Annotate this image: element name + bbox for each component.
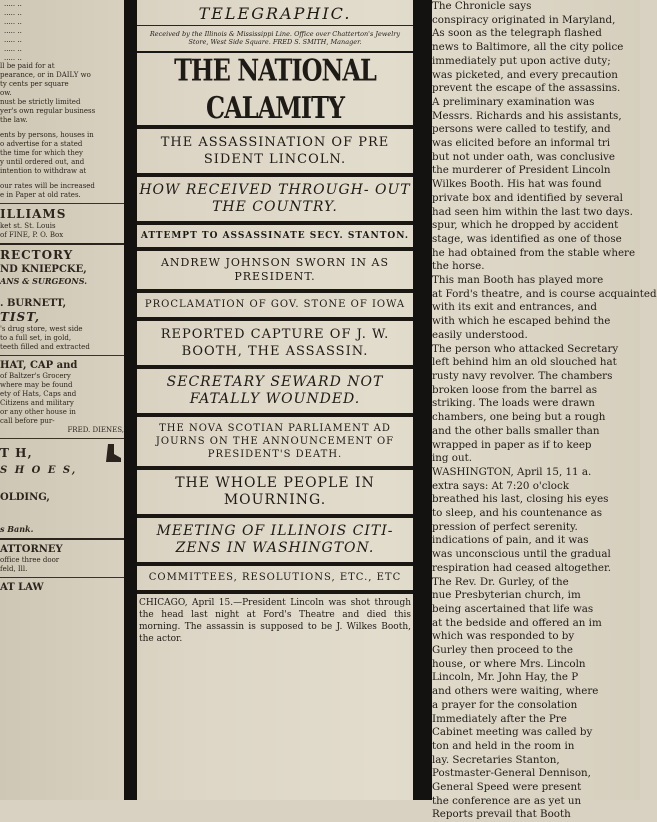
text-line: teeth filled and extracted: [0, 343, 90, 351]
article-line: private box and identified by several: [432, 191, 623, 204]
article-line: indications of pain, and it was: [432, 534, 589, 547]
headline-deck-2: HOW RECEIVED THROUGH- OUT THE COUNTRY.: [139, 182, 411, 215]
headline-deck-10: MEETING OF ILLINOIS CITI- ZENS IN WASHINGTON.: [156, 523, 394, 556]
text-line: ety of Hats, Caps and: [0, 390, 77, 398]
article-line: house, or where Mrs. Lincoln: [432, 657, 586, 670]
headline-deck-4: ANDREW JOHNSON SWORN IN AS PRESIDENT.: [160, 256, 390, 283]
article-line: Wilkes Booth. His hat was found: [432, 178, 602, 191]
text-line: to a full set, in gold,: [0, 334, 72, 342]
directory-heading: RECTORY: [0, 248, 74, 262]
article-line: breathed his last, closing his eyes: [432, 493, 609, 506]
text-line: ow.: [0, 89, 12, 97]
article-line: Reports prevail that Booth: [432, 808, 571, 821]
law-heading: AT LAW: [0, 582, 44, 593]
article-line: persons were called to testify, and: [432, 123, 611, 136]
telegraphic-heading: TELEGRAPHIC.: [198, 4, 352, 23]
text-line: nust be strictly limited: [0, 98, 81, 106]
article-line: had seen him within the last two days.: [432, 205, 633, 218]
article-line: ing out.: [432, 452, 473, 465]
article-line: with which he escaped behind the: [432, 315, 611, 328]
article-line: lay. Secretaries Stanton,: [432, 753, 560, 766]
article-line: he had obtained from the stable where: [432, 246, 636, 259]
text-line: FRED. DIENES,: [67, 426, 124, 434]
burnett-heading: . BURNETT,: [0, 298, 67, 309]
article-line: General Speed were present: [432, 781, 582, 794]
text-line: where may be found: [0, 381, 73, 389]
article-line: prevent the escape of the assassins.: [432, 82, 621, 95]
attorney-heading: ATTORNEY: [0, 544, 63, 555]
headline-deck-6: REPORTED CAPTURE OF J. W. BOOTH, THE ASSASSIN.: [160, 327, 390, 359]
article-line: to sleep, and his countenance as: [432, 507, 603, 520]
article-line: As soon as the telegraph flashed: [432, 27, 602, 40]
table-row: ..... ..: [4, 0, 22, 8]
text-line: o advertise for a stated: [0, 140, 83, 148]
price-table: [0, 0, 124, 62]
article-line: easily understood.: [432, 328, 528, 341]
article-line: at Ford's theatre, and is course acquainted: [432, 287, 657, 300]
text-line: the law.: [0, 116, 28, 124]
article-line: spur, which he dropped by accident: [432, 219, 619, 232]
headline-deck-7: SECRETARY SEWARD NOT FATALLY WOUNDED.: [166, 374, 384, 407]
williams-heading: ILLIAMS: [0, 207, 67, 221]
text-line: of Baltzer's Grocery: [0, 372, 71, 380]
article-line: wrapped in paper as if to keep: [432, 438, 592, 451]
text-line: ents by persons, houses in: [0, 131, 94, 139]
table-row: ..... ..: [4, 36, 22, 44]
column-rule-left: [124, 0, 137, 800]
kniepcke-heading: ND KNIEPCKE,: [0, 264, 87, 275]
article-line: pression of perfect serenity.: [432, 520, 578, 533]
article-line: The Rev. Dr. Gurley, of the: [432, 575, 569, 588]
article-line: Lincoln, Mr. John Hay, the P: [432, 671, 579, 684]
article-line: the horse.: [432, 260, 485, 273]
text-line: ty cents per square: [0, 80, 69, 88]
table-row: ..... ..: [4, 54, 22, 62]
text-line: pearance, or in DAILY wo: [0, 71, 91, 79]
article-line: Postmaster-General Dennison,: [432, 767, 591, 780]
boot-icon: [102, 442, 124, 464]
article-line: This man Booth has played more: [432, 274, 604, 287]
article-line: news to Baltimore, all the city police: [432, 41, 624, 54]
headline-deck-5: PROCLAMATION OF GOV. STONE OF IOWA: [144, 299, 406, 310]
article-line: Cabinet meeting was called by: [432, 726, 593, 739]
table-row: ..... ..: [4, 18, 22, 26]
table-row: ..... ..: [4, 9, 22, 17]
center-column: [137, 0, 413, 800]
headline-deck-11: COMMITTEES, RESOLUTIONS, ETC., ETC: [148, 572, 402, 583]
text-line: of FINE, P. O. Box: [0, 231, 64, 239]
story-text: CHICAGO, April 15.—President Lincoln was shot through the head last night at Ford's Theatre and died this morning. The assassin is supposed to be J. Wilkes Booth, the actor.: [139, 598, 411, 644]
text-line: e in Paper at old rates.: [0, 191, 81, 199]
text-line: yer's own regular business: [0, 107, 96, 115]
text-line: or any other house in: [0, 408, 76, 416]
article-line: left behind him an old slouched hat: [432, 356, 617, 369]
hat-cap-heading: HAT, CAP and: [0, 360, 78, 371]
article-line: Gurley then proceed to the: [432, 644, 574, 657]
text-line: our rates will be increased: [0, 182, 95, 190]
dentist-heading: TIST,: [0, 310, 40, 324]
article-line: The person who attacked Secretary: [432, 342, 619, 355]
article-line: immediately put upon active duty;: [432, 54, 611, 67]
left-column: [0, 0, 124, 800]
article-line: ton and held in the room in: [432, 739, 575, 752]
article-line: and the other balls smaller than: [432, 424, 600, 437]
article-line: stage, was identified as one of those: [432, 232, 622, 245]
article-line: extra says: At 7:20 o'clock: [432, 479, 569, 492]
headline-deck-3: ATTEMPT TO ASSASSINATE SECY. STANTON.: [140, 231, 410, 241]
olding-heading: OLDING,: [0, 492, 50, 503]
article-line: Messrs. Richards and his assistants,: [432, 109, 622, 122]
text-line: call before pur-: [0, 417, 55, 425]
article-line: the murderer of President Lincoln: [432, 164, 611, 177]
article-line: a prayer for the consolation: [432, 698, 578, 711]
text-line: y until ordered out, and: [0, 158, 85, 166]
headline-deck-9: THE WHOLE PEOPLE IN MOURNING.: [175, 475, 375, 508]
article-line: was elicited before an informal tri: [432, 137, 611, 150]
table-row: ..... ..: [4, 27, 22, 35]
received-notice: Received by the Illinois & Mississippi Line. Office over Chatterton's Jewelry Store, West Side Square. FRED S. SMITH, Manager.: [149, 30, 401, 46]
text-line: feld, Ill.: [0, 565, 28, 573]
article-line: was picketed, and every precaution: [432, 68, 618, 81]
article-line: being ascertained that life was: [432, 602, 594, 615]
headline-deck-1: THE ASSASSINATION OF PRE SIDENT LINCOLN.: [160, 135, 390, 167]
article-line: nue Presbyterian church, im: [432, 589, 581, 602]
headline-deck-8: THE NOVA SCOTIAN PARLIAMENT AD JOURNS ON THE ANNOUNCEMENT OF PRESIDENT'S DEATH.: [155, 423, 395, 460]
text-line: intention to withdraw at: [0, 167, 87, 175]
article-line: A preliminary examination was: [432, 95, 595, 108]
column-rule-right: [413, 0, 432, 800]
article-line: Immediately after the Pre: [432, 712, 567, 725]
article-line: with its exit and entrances, and: [432, 301, 597, 314]
article-line: WASHINGTON, April 15, 11 a.: [432, 465, 592, 478]
article-line: at the bedside and offered an im: [432, 616, 602, 629]
text-line: office three door: [0, 556, 60, 564]
article-line: The Chronicle says: [432, 0, 532, 12]
bank-text: s Bank.: [0, 524, 34, 534]
article-line: chambers, one being but a rough: [432, 411, 606, 424]
advert-terms: [0, 62, 124, 200]
article-line: the conference are as yet un: [432, 794, 582, 807]
article-line: broken loose from the barrel as: [432, 383, 598, 396]
main-headline: THE NATIONAL CALAMITY: [174, 51, 376, 126]
text-line: the time for which they: [0, 149, 83, 157]
article-line: striking. The loads were drawn: [432, 397, 595, 410]
article-line: respiration had ceased altogether.: [432, 561, 612, 574]
article-line: but not under oath, was conclusive: [432, 150, 615, 163]
article-line: and others were waiting, where: [432, 685, 599, 698]
article-line: which was responded to by: [432, 630, 575, 643]
article-line: rusty navy revolver. The chambers: [432, 369, 613, 382]
text-line: Citizens and military: [0, 399, 74, 407]
article-line: was unconscious until the gradual: [432, 548, 611, 561]
text-line: ket st. St. Louis: [0, 222, 56, 230]
table-row: ..... ..: [4, 45, 22, 53]
text-line: ll be paid for at: [0, 62, 55, 70]
th-heading: T H,: [0, 445, 33, 460]
shoes-heading: S H O E S,: [0, 465, 78, 476]
right-column: [432, 0, 657, 821]
article-line: conspiracy originated in Maryland,: [432, 13, 616, 26]
surgeons-heading: ANS & SURGEONS.: [0, 276, 87, 286]
text-line: 's drug store, west side: [0, 325, 83, 333]
